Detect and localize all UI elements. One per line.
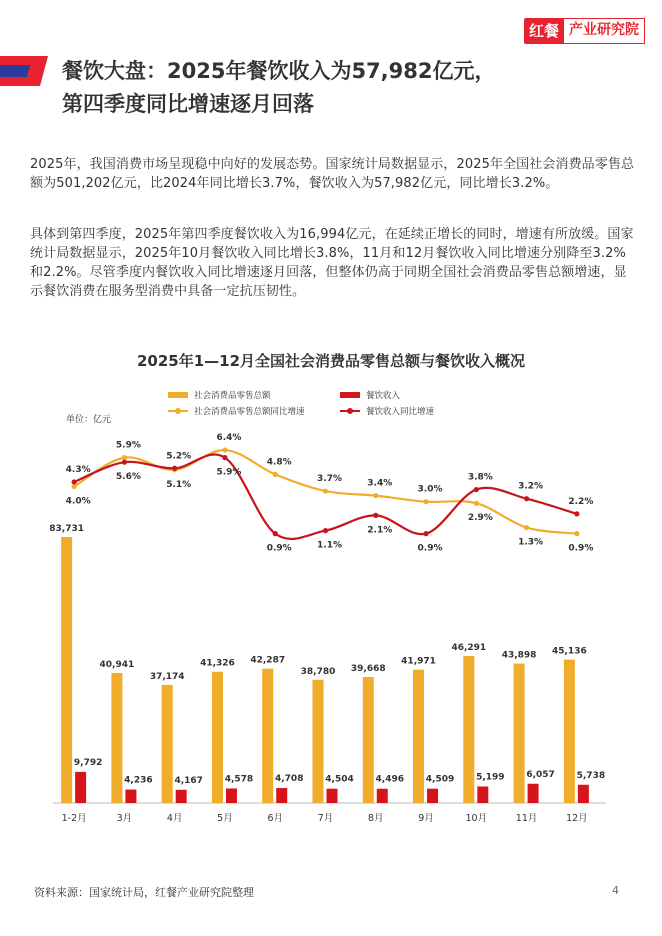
point-retail-growth	[423, 499, 428, 504]
x-tick-label: 4月	[166, 813, 183, 824]
data-label-catering-growth: 3.2%	[518, 481, 544, 492]
page-title-line1: 餐饮大盘：2025年餐饮收入为57,982亿元，	[62, 59, 496, 83]
bar-retail-total	[463, 656, 474, 803]
data-label-retail-growth: 5.1%	[166, 479, 192, 490]
data-label-retail-growth: 4.0%	[65, 496, 91, 507]
x-tick-label: 7月	[317, 813, 334, 824]
x-tick-label: 3月	[116, 813, 133, 824]
data-label-retail-growth: 0.9%	[568, 543, 594, 554]
data-label-catering-growth: 5.6%	[115, 472, 141, 483]
data-label-retail-growth: 5.9%	[115, 440, 141, 451]
bar-catering	[427, 789, 438, 803]
point-catering-growth	[222, 455, 227, 460]
point-catering-growth	[423, 531, 428, 536]
data-label-retail-growth: 1.3%	[518, 537, 544, 548]
point-retail-growth	[524, 525, 529, 530]
data-label-catering: 4,236	[124, 775, 153, 786]
legend-label-catering-growth: 餐饮收入同比增速	[366, 407, 435, 417]
line-catering-growth	[74, 454, 577, 538]
x-tick-label: 11月	[515, 813, 538, 824]
bar-retail-total	[514, 664, 525, 803]
data-label-catering: 4,496	[375, 774, 405, 785]
point-catering-growth	[72, 479, 77, 484]
data-label-catering: 4,504	[325, 774, 354, 785]
bar-catering	[477, 786, 488, 803]
data-label-retail-growth: 3.0%	[417, 484, 443, 495]
chart-title: 2025年1—12月全国社会消费品零售总额与餐饮收入概况	[136, 352, 526, 370]
legend-label-retail-total: 社会消费品零售总额	[194, 391, 271, 401]
data-label-retail-total: 38,780	[300, 666, 336, 677]
point-retail-growth	[72, 484, 77, 489]
data-label-retail-total: 45,136	[551, 646, 587, 657]
bar-catering	[578, 785, 589, 803]
point-catering-growth	[373, 513, 378, 518]
unit-label: 单位：亿元	[66, 415, 112, 425]
point-catering-growth	[574, 511, 579, 516]
data-label-retail-total: 42,287	[250, 655, 286, 666]
data-label-catering-growth: 0.9%	[266, 543, 292, 554]
bar-catering	[528, 784, 539, 803]
data-label-retail-total: 41,326	[200, 658, 235, 669]
data-label-catering-growth: 3.8%	[467, 472, 493, 483]
bar-retail-total	[413, 670, 424, 803]
data-label-retail-total: 43,898	[501, 650, 537, 661]
page-number: 4	[612, 884, 619, 897]
data-label-retail-total: 39,668	[350, 663, 386, 674]
bar-retail-total	[363, 677, 374, 803]
data-label-catering: 5,199	[476, 772, 505, 783]
data-label-retail-growth: 2.9%	[467, 513, 493, 524]
data-label-catering-growth: 5.9%	[216, 467, 242, 478]
bar-catering	[226, 788, 237, 803]
bar-retail-total	[564, 660, 575, 803]
legend-label-retail-growth: 社会消费品零售总额同比增速	[194, 407, 305, 417]
source-note: 资料来源：国家统计局，红餐产业研究院整理	[34, 886, 254, 899]
point-retail-growth	[273, 472, 278, 477]
data-label-catering: 4,509	[425, 774, 455, 785]
x-tick-label: 6月	[267, 813, 284, 824]
data-label-retail-total: 37,174	[149, 671, 185, 682]
point-retail-growth	[222, 447, 227, 452]
point-catering-growth	[524, 496, 529, 501]
bar-catering	[125, 790, 136, 803]
point-catering-growth	[122, 460, 127, 465]
x-tick-label: 8月	[367, 813, 384, 824]
point-catering-growth	[474, 487, 479, 492]
data-label-catering: 4,708	[274, 774, 304, 785]
intro-paragraph: 2025年，我国消费市场呈现稳中向好的发展态势。国家统计局数据显示，2025年全国社会消费品零售总额为501,202亿元，比2024年同比增长3.7%，餐饮收入为57,982亿元，同比增长3.2%。	[30, 157, 635, 191]
data-label-catering: 4,578	[224, 774, 254, 785]
bar-retail-total	[162, 685, 173, 803]
bar-retail-total	[111, 673, 122, 803]
point-catering-growth	[273, 531, 278, 536]
point-retail-growth	[574, 531, 579, 536]
data-label-catering-growth: 2.2%	[568, 496, 594, 507]
page-title-line2: 第四季度同比增速逐月回落	[62, 92, 314, 116]
data-label-catering: 6,057	[526, 769, 555, 780]
data-label-retail-total: 46,291	[451, 642, 487, 653]
data-label-retail-total: 41,971	[401, 656, 436, 667]
bar-retail-total	[313, 680, 324, 803]
point-retail-growth	[122, 455, 127, 460]
data-label-catering-growth: 5.2%	[166, 451, 192, 462]
x-tick-label: 1-2月	[61, 813, 87, 824]
point-retail-growth	[474, 501, 479, 506]
data-label-retail-growth: 4.8%	[266, 457, 292, 468]
bar-retail-total	[212, 672, 223, 803]
data-label-catering: 5,738	[576, 770, 606, 781]
data-label-retail-growth: 3.4%	[367, 478, 393, 489]
data-label-catering-growth: 2.1%	[367, 525, 393, 536]
x-tick-label: 12月	[566, 813, 588, 824]
x-tick-label: 10月	[465, 813, 488, 824]
bar-catering	[377, 789, 388, 803]
x-tick-label: 9月	[418, 813, 434, 824]
legend-label-catering: 餐饮收入	[366, 391, 401, 401]
bar-catering	[276, 788, 287, 803]
data-label-catering-growth: 4.3%	[65, 464, 91, 475]
bar-catering	[75, 772, 86, 803]
bar-catering	[176, 790, 187, 803]
bar-retail-total	[61, 537, 72, 803]
data-label-catering-growth: 1.1%	[317, 540, 342, 551]
bar-retail-total	[262, 669, 273, 803]
brand-logo-name: 产业研究院	[564, 18, 645, 44]
data-label-retail-growth: 6.4%	[216, 433, 242, 444]
data-label-retail-growth: 3.7%	[317, 474, 342, 485]
bar-catering	[327, 789, 338, 803]
x-tick-label: 5月	[217, 813, 233, 824]
data-label-retail-total: 83,731	[49, 524, 85, 534]
point-catering-growth	[323, 528, 328, 533]
brand-logo-mark: 红餐	[524, 18, 564, 44]
data-label-catering: 9,792	[73, 757, 103, 768]
data-label-catering-growth: 0.9%	[417, 543, 443, 554]
point-retail-growth	[323, 488, 328, 493]
data-label-retail-total: 40,941	[99, 659, 135, 670]
point-retail-growth	[373, 493, 378, 498]
data-label-catering: 4,167	[174, 775, 203, 786]
q4-paragraph: 具体到第四季度，2025年第四季度餐饮收入为16,994亿元，在延续正增长的同时，增速有所放缓。国家统计局数据显示，2025年10月餐饮收入同比增长3.8%，11月和12月餐饮收入同比增速分别降至3.2%和2.2%。尽管季度内餐饮收入同比增速逐月回落，但整体仍高于同期全国社会消费品零售总额增速，显示餐饮消费在服务型消费中具备一定抗压韧性。	[30, 227, 634, 299]
point-catering-growth	[172, 466, 177, 471]
